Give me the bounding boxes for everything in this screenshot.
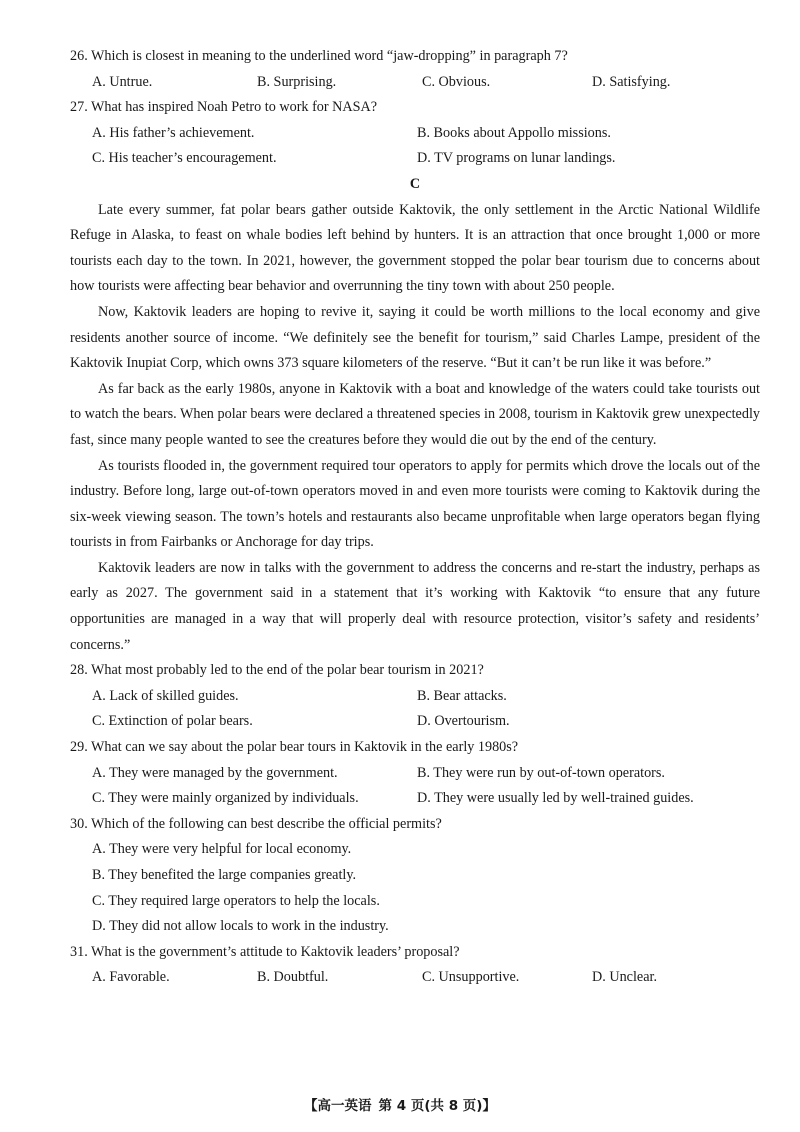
q30-option-b[interactable]: B. They benefited the large companies greatly.: [92, 867, 357, 883]
footer-page-info: 第 4 页(共 8 页): [378, 1098, 483, 1114]
question-30-stem: 30. Which of the following can best describe the official permits?: [70, 815, 442, 832]
q27-option-c[interactable]: C. His teacher’s encouragement.: [92, 150, 277, 167]
q30-option-a[interactable]: A. They were very helpful for local economy.: [92, 841, 352, 858]
question-31-stem: 31. What is the government’s attitude to Kaktovik leaders’ proposal?: [70, 943, 460, 960]
q29-option-a[interactable]: A. They were managed by the government.: [92, 764, 338, 781]
question-30-options: [70, 837, 760, 939]
q28-option-d[interactable]: D. Overtourism.: [417, 713, 510, 730]
q29-option-d[interactable]: D. They were usually led by well-trained guides.: [417, 790, 694, 807]
q27-option-b[interactable]: B. Books about Appollo missions.: [417, 124, 611, 141]
section-heading: C: [409, 175, 421, 192]
question-28-options: [70, 684, 760, 735]
passage-paragraph-2: Now, Kaktovik leaders are hoping to revive it, saying it could be worth millions to the local economy and give residents another source of income. “We definitely see the benefit for tourism,” said Charles Lampe, president of the Kaktovik Inupiat Corp, which owns 373 square kilometers of the reserve. “But it can’t be run like it was before.”: [70, 303, 760, 372]
q31-option-b[interactable]: B. Doubtful.: [257, 969, 329, 986]
q31-option-a[interactable]: A. Favorable.: [92, 969, 170, 986]
q26-option-d[interactable]: D. Satisfying.: [592, 73, 671, 90]
footer-right-bracket: 】: [482, 1098, 496, 1114]
q29-option-c[interactable]: C. They were mainly organized by individuals.: [92, 790, 359, 807]
passage-paragraph-3: As far back as the early 1980s, anyone in Kaktovik with a boat and knowledge of the waters could take tourists out to watch the bears. When polar bears were declared a threatened species in 2008, tourism in Kaktovik grew unexpectedly fast, since many people wanted to see the creatures before they would die out by the end of the century.: [70, 380, 760, 448]
question-27-stem: 27. What has inspired Noah Petro to work for NASA?: [70, 99, 378, 116]
question-28-stem: 28. What most probably led to the end of the polar bear tourism in 2021?: [70, 662, 484, 679]
question-31-options: [70, 965, 760, 991]
q28-option-c[interactable]: C. Extinction of polar bears.: [92, 713, 253, 730]
q30-option-c[interactable]: C. They required large operators to help the locals.: [92, 892, 380, 909]
question-26-options: [70, 70, 760, 96]
q26-option-b[interactable]: B. Surprising.: [257, 73, 337, 90]
question-26-stem: 26. Which is closest in meaning to the underlined word “jaw-dropping” in paragraph 7?: [70, 48, 568, 64]
page-footer: [0, 1094, 800, 1120]
passage-paragraph-4: As tourists flooded in, the government required tour operators to apply for permits which drove the locals out of the industry. Before long, large out-of-town operators moved in and even more tourists were coming to Kaktovik during the six-week viewing season. The town’s hotels and restaurants also became unprofitable when large operators began flying tourists in from Fairbanks or Anchorage for day trips.: [70, 457, 760, 551]
q28-option-b[interactable]: B. Bear attacks.: [417, 687, 507, 704]
q27-option-a[interactable]: A. His father’s achievement.: [92, 124, 255, 141]
q29-option-b[interactable]: B. They were run by out-of-town operators.: [417, 764, 665, 781]
footer-left-bracket: 【: [304, 1098, 318, 1114]
passage-paragraph-5: Kaktovik leaders are now in talks with the government to address the concerns and re-start the industry, perhaps as early as 2027. The government said in a statement that it’s working with Kaktovik “to ensure that any future opportunities are managed in a way that will properly deal with resource protection, visitor’s safety and residents’ concerns.”: [70, 559, 760, 653]
q27-option-d[interactable]: D. TV programs on lunar landings.: [417, 150, 616, 167]
question-29-stem: 29. What can we say about the polar bear tours in Kaktovik in the early 1980s?: [70, 739, 519, 756]
q26-option-a[interactable]: A. Untrue.: [92, 73, 153, 90]
q31-option-d[interactable]: D. Unclear.: [592, 969, 657, 986]
passage-paragraph-1: Late every summer, fat polar bears gather outside Kaktovik, the only settlement in the Arctic National Wildlife Refuge in Alaska, to feast on whale bodies left behind by hunters. It is an attraction that once brought 1,000 or more tourists each day to the town. In 2021, however, the government stopped the polar bear tourism due to concerns about how tourists were affecting bear behavior and overrunning the tiny town with about 250 people.: [70, 201, 760, 295]
q30-option-d[interactable]: D. They did not allow locals to work in the industry.: [92, 918, 389, 935]
question-29-options: [70, 761, 760, 812]
q28-option-a[interactable]: A. Lack of skilled guides.: [92, 687, 239, 704]
q26-option-c[interactable]: C. Obvious.: [422, 73, 491, 90]
q31-option-c[interactable]: C. Unsupportive.: [422, 969, 520, 986]
question-27-options: [70, 121, 760, 172]
footer-subject: 高一英语: [317, 1098, 372, 1114]
